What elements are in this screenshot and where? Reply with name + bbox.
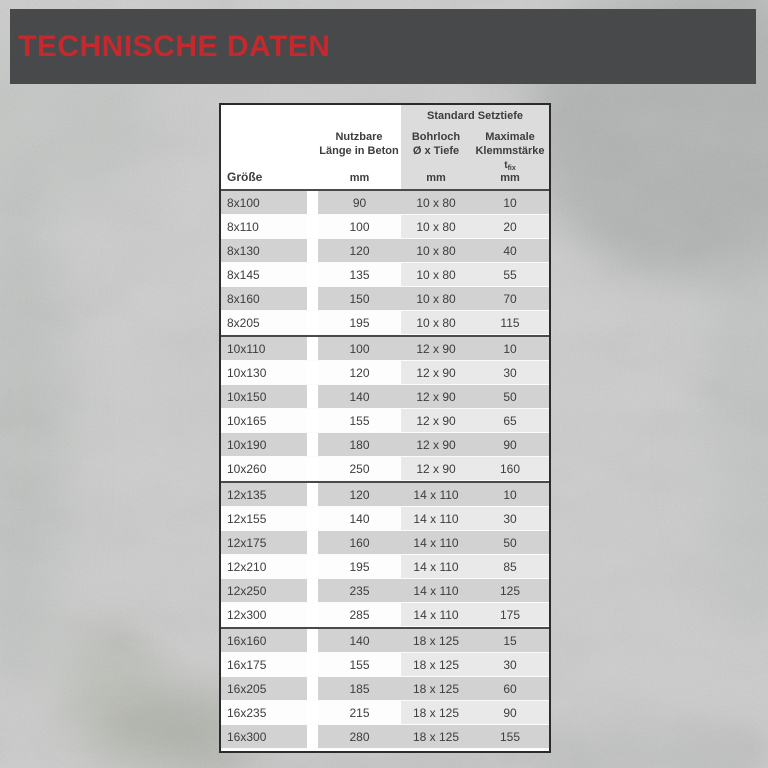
cell-size: 8x205 — [221, 311, 307, 334]
cell-size: 16x300 — [221, 725, 307, 748]
page-title: TECHNISCHE DATEN — [18, 29, 331, 63]
cell-column-gap — [307, 433, 318, 456]
cell-size: 12x155 — [221, 507, 307, 530]
table-row — [221, 457, 549, 481]
unit-borehole-mm: mm — [426, 172, 446, 184]
cell-clamp: 90 — [471, 433, 549, 456]
table-row — [221, 239, 549, 263]
unit-length-mm: mm — [349, 172, 370, 184]
cell-borehole: 14 x 110 — [401, 579, 471, 602]
cell-clamp: 55 — [471, 263, 549, 286]
cell-clamp: 60 — [471, 677, 549, 700]
col-header-length — [311, 130, 407, 158]
table-row — [221, 287, 549, 311]
cell-clamp: 10 — [471, 191, 549, 214]
cell-length: 235 — [318, 579, 401, 602]
cell-column-gap — [307, 457, 318, 480]
cell-size: 12x135 — [221, 483, 307, 506]
cell-column-gap — [307, 629, 318, 652]
table-row — [221, 701, 549, 725]
cell-size: 8x145 — [221, 263, 307, 286]
cell-borehole: 14 x 110 — [401, 507, 471, 530]
cell-borehole: 10 x 80 — [401, 263, 471, 286]
technical-data-table — [219, 103, 551, 753]
table-row — [221, 215, 549, 239]
cell-length: 150 — [318, 287, 401, 310]
table-row — [221, 311, 549, 335]
cell-borehole: 10 x 80 — [401, 287, 471, 310]
table-row — [221, 191, 549, 215]
col-header-length-line1: Nutzbare — [335, 131, 383, 143]
table-row — [221, 579, 549, 603]
cell-borehole: 14 x 110 — [401, 531, 471, 554]
cell-size: 10x150 — [221, 385, 307, 408]
cell-column-gap — [307, 555, 318, 578]
cell-borehole: 18 x 125 — [401, 653, 471, 676]
table-row — [221, 361, 549, 385]
cell-column-gap — [307, 579, 318, 602]
cell-length: 120 — [318, 483, 401, 506]
cell-borehole: 18 x 125 — [401, 677, 471, 700]
cell-column-gap — [307, 239, 318, 262]
cell-column-gap — [307, 263, 318, 286]
col-header-length-line2: Länge in Beton — [319, 145, 399, 157]
table-row — [221, 433, 549, 457]
table-row — [221, 531, 549, 555]
cell-clamp: 10 — [471, 337, 549, 360]
cell-clamp: 65 — [471, 409, 549, 432]
clamp-symbol-base: t — [504, 160, 508, 171]
cell-clamp: 155 — [471, 725, 549, 748]
table-row — [221, 409, 549, 433]
cell-length: 285 — [318, 603, 401, 626]
cell-column-gap — [307, 677, 318, 700]
cell-size: 16x205 — [221, 677, 307, 700]
cell-length: 155 — [318, 409, 401, 432]
cell-clamp: 40 — [471, 239, 549, 262]
table-header — [221, 105, 549, 191]
cell-size: 12x210 — [221, 555, 307, 578]
cell-clamp: 85 — [471, 555, 549, 578]
col-header-borehole-line2: Ø x Tiefe — [412, 145, 460, 157]
cell-column-gap — [307, 409, 318, 432]
cell-borehole: 12 x 90 — [401, 409, 471, 432]
table-row — [221, 677, 549, 701]
table-row — [221, 507, 549, 531]
table-row — [221, 653, 549, 677]
title-banner — [10, 9, 756, 84]
table-row — [221, 555, 549, 579]
cell-size: 10x190 — [221, 433, 307, 456]
cell-length: 90 — [318, 191, 401, 214]
cell-size: 12x175 — [221, 531, 307, 554]
cell-borehole: 12 x 90 — [401, 337, 471, 360]
cell-column-gap — [307, 531, 318, 554]
clamp-symbol-sub: fix — [507, 165, 516, 172]
clamp-symbol-tfix — [471, 160, 549, 172]
cell-borehole: 18 x 125 — [401, 629, 471, 652]
cell-length: 100 — [318, 337, 401, 360]
cell-column-gap — [307, 311, 318, 334]
cell-column-gap — [307, 701, 318, 724]
cell-size: 10x110 — [221, 337, 307, 360]
cell-length: 180 — [318, 433, 401, 456]
cell-length: 100 — [318, 215, 401, 238]
cell-column-gap — [307, 337, 318, 360]
table-body — [221, 191, 549, 749]
cell-clamp: 30 — [471, 653, 549, 676]
cell-size: 8x100 — [221, 191, 307, 214]
cell-size: 16x175 — [221, 653, 307, 676]
cell-column-gap — [307, 483, 318, 506]
cell-column-gap — [307, 215, 318, 238]
cell-clamp: 15 — [471, 629, 549, 652]
cell-length: 140 — [318, 629, 401, 652]
cell-length: 185 — [318, 677, 401, 700]
cell-column-gap — [307, 385, 318, 408]
cell-borehole: 14 x 110 — [401, 483, 471, 506]
cell-length: 280 — [318, 725, 401, 748]
cell-length: 160 — [318, 531, 401, 554]
cell-length: 135 — [318, 263, 401, 286]
cell-clamp: 50 — [471, 385, 549, 408]
cell-clamp: 30 — [471, 507, 549, 530]
col-header-clamp-line1: Maximale — [485, 131, 535, 143]
cell-length: 195 — [318, 555, 401, 578]
cell-clamp: 115 — [471, 311, 549, 334]
table-row — [221, 603, 549, 627]
cell-size: 12x300 — [221, 603, 307, 626]
cell-length: 140 — [318, 385, 401, 408]
cell-size: 16x235 — [221, 701, 307, 724]
cell-borehole: 12 x 90 — [401, 361, 471, 384]
cell-borehole: 12 x 90 — [401, 385, 471, 408]
col-header-borehole — [401, 130, 471, 158]
size-column-header: Größe — [227, 170, 263, 184]
cell-column-gap — [307, 603, 318, 626]
cell-length: 250 — [318, 457, 401, 480]
cell-length: 140 — [318, 507, 401, 530]
table-row — [221, 629, 549, 653]
cell-borehole: 10 x 80 — [401, 215, 471, 238]
cell-borehole: 14 x 110 — [401, 555, 471, 578]
cell-column-gap — [307, 725, 318, 748]
cell-clamp: 30 — [471, 361, 549, 384]
table-row — [221, 483, 549, 507]
col-header-clamp — [471, 130, 549, 158]
cell-clamp: 20 — [471, 215, 549, 238]
cell-borehole: 18 x 125 — [401, 701, 471, 724]
table-row — [221, 263, 549, 287]
cell-size: 8x110 — [221, 215, 307, 238]
unit-clamp-mm: mm — [500, 172, 520, 184]
cell-size: 16x160 — [221, 629, 307, 652]
cell-length: 195 — [318, 311, 401, 334]
cell-borehole: 10 x 80 — [401, 311, 471, 334]
cell-size: 8x160 — [221, 287, 307, 310]
cell-borehole: 12 x 90 — [401, 433, 471, 456]
col-header-borehole-line1: Bohrloch — [411, 131, 461, 143]
cell-length: 155 — [318, 653, 401, 676]
cell-borehole: 10 x 80 — [401, 191, 471, 214]
cell-clamp: 175 — [471, 603, 549, 626]
cell-length: 215 — [318, 701, 401, 724]
cell-borehole: 12 x 90 — [401, 457, 471, 480]
group-header-standard-setztiefe: Standard Setztiefe — [427, 110, 523, 122]
cell-borehole: 14 x 110 — [401, 603, 471, 626]
cell-column-gap — [307, 507, 318, 530]
cell-clamp: 10 — [471, 483, 549, 506]
cell-column-gap — [307, 191, 318, 214]
table-row — [221, 725, 549, 749]
cell-size: 10x130 — [221, 361, 307, 384]
table-row — [221, 385, 549, 409]
cell-length: 120 — [318, 239, 401, 262]
cell-borehole: 18 x 125 — [401, 725, 471, 748]
cell-column-gap — [307, 361, 318, 384]
cell-size: 10x260 — [221, 457, 307, 480]
cell-clamp: 70 — [471, 287, 549, 310]
table-row — [221, 337, 549, 361]
cell-column-gap — [307, 653, 318, 676]
cell-clamp: 50 — [471, 531, 549, 554]
cell-borehole: 10 x 80 — [401, 239, 471, 262]
cell-clamp: 90 — [471, 701, 549, 724]
cell-size: 8x130 — [221, 239, 307, 262]
cell-column-gap — [307, 287, 318, 310]
cell-length: 120 — [318, 361, 401, 384]
cell-size: 12x250 — [221, 579, 307, 602]
cell-clamp: 125 — [471, 579, 549, 602]
cell-size: 10x165 — [221, 409, 307, 432]
cell-clamp: 160 — [471, 457, 549, 480]
col-header-clamp-line2: Klemmstärke — [475, 145, 545, 157]
